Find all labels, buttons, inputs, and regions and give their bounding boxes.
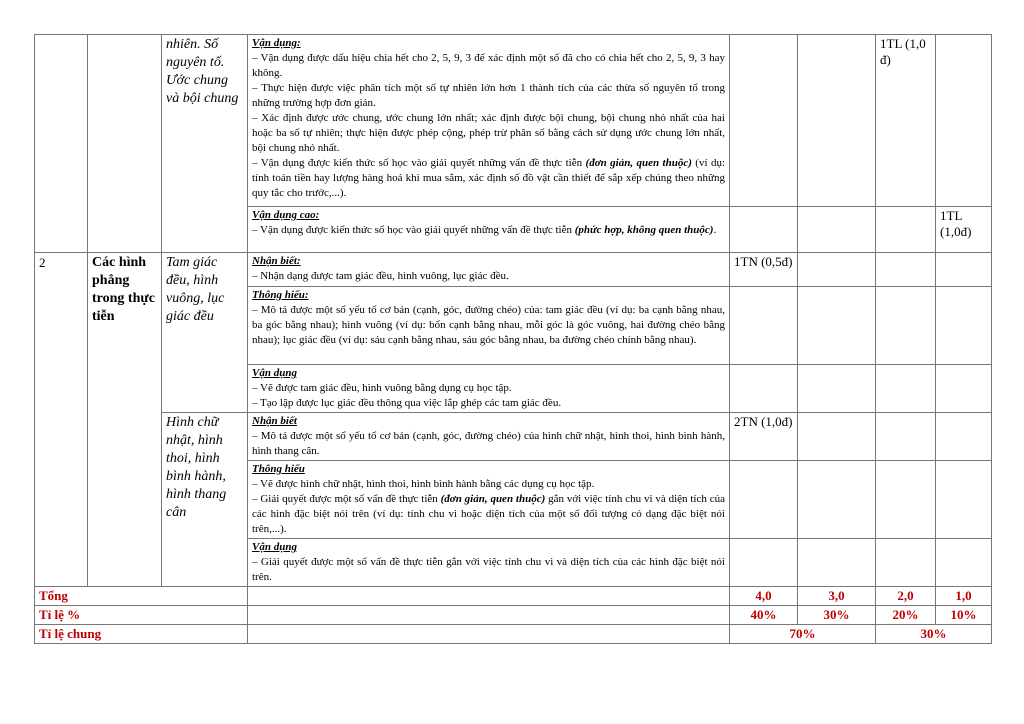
ratio-value: 20% — [876, 606, 936, 625]
requirement-text: – Vận dụng được kiến thức số học vào giải quyết những vấn đề thực tiễn (phức hợp, không quen thuộc). — [252, 224, 717, 236]
chapter-cell — [88, 35, 162, 253]
level-label: Vận dụng — [252, 367, 297, 379]
ratio-value: 30% — [798, 606, 876, 625]
total-row — [35, 587, 992, 606]
score-cell: 2TN (1,0đ) — [730, 413, 798, 461]
table-row — [35, 413, 992, 461]
table-row — [35, 35, 992, 207]
score-cell — [936, 539, 992, 587]
score-cell — [798, 287, 876, 365]
index-cell — [35, 35, 88, 253]
score-cell — [798, 365, 876, 413]
level-label: Vận dụng — [252, 541, 297, 553]
score-cell: 1TL (1,0đ) — [936, 207, 992, 253]
assessment-matrix-table — [34, 34, 992, 644]
score-cell — [730, 365, 798, 413]
overall-ratio-value: 30% — [876, 625, 992, 644]
score-cell — [876, 253, 936, 287]
score-cell — [876, 365, 936, 413]
topic-cell: Hình chữ nhật, hình thoi, hình bình hành, hình thang cân — [162, 413, 248, 587]
ratio-value: 40% — [730, 606, 798, 625]
score-cell — [936, 253, 992, 287]
score-cell — [730, 539, 798, 587]
empty-cell — [248, 587, 730, 606]
score-cell: 1TL (1,0 đ) — [876, 35, 936, 207]
score-cell: 1TN (0,5đ) — [730, 253, 798, 287]
level-label: Vận dụng cao: — [252, 209, 320, 221]
score-cell — [798, 253, 876, 287]
requirement-text: – Giải quyết được một số vấn đề thực tiễn gắn với việc tính chu vi và diện tích của các hình đặc biệt nói trên. — [252, 556, 725, 583]
score-cell — [936, 461, 992, 539]
requirement-text: – Giải quyết được một số vấn đề thực tiễn (đơn giản, quen thuộc) gắn với việc tính chu vi và diện tích của các hình đặc biệt nói trên (ví dụ: tính chu vi hoặc diện tích của một số đối tượng có dạng đặc biệt nói trên,...). — [252, 493, 725, 535]
requirement-text: – Nhận dạng được tam giác đều, hình vuông, lục giác đều. — [252, 270, 509, 282]
total-value: 2,0 — [876, 587, 936, 606]
overall-ratio-value: 70% — [730, 625, 876, 644]
ratio-row — [35, 606, 992, 625]
score-cell — [936, 365, 992, 413]
score-cell — [730, 207, 798, 253]
score-cell — [798, 539, 876, 587]
requirement-text: – Vẽ được tam giác đều, hình vuông bằng dụng cụ học tập. — [252, 382, 512, 394]
score-cell — [798, 413, 876, 461]
requirement-text: – Vận dụng được kiến thức số học vào giải quyết những vấn đề thực tiễn (đơn giản, quen thuộc) (ví dụ: tính toán tiền hay lượng hàng hoá khi mua sắm, xác định số đồ vật cần thiết để sắp xếp chúng theo những quy tắc cho trước,...). — [252, 157, 726, 199]
score-cell — [798, 207, 876, 253]
score-cell — [936, 413, 992, 461]
level-label: Thông hiểu: — [252, 289, 309, 301]
score-cell — [876, 287, 936, 365]
requirement-text: – Vẽ được hình chữ nhật, hình thoi, hình bình hành bằng các dụng cụ học tập. — [252, 478, 595, 490]
total-value: 4,0 — [730, 587, 798, 606]
ratio-value: 10% — [936, 606, 992, 625]
level-label: Nhận biết: — [252, 255, 301, 267]
level-label: Thông hiểu — [252, 463, 305, 475]
overall-ratio-row — [35, 625, 992, 644]
table-row — [35, 253, 992, 287]
chapter-cell: Các hình phẳng trong thực tiễn — [88, 253, 162, 587]
requirement-text: – Tạo lập được lục giác đều thông qua việc lắp ghép các tam giác đều. — [252, 397, 562, 409]
requirement-cell — [248, 207, 730, 253]
score-cell — [936, 35, 992, 207]
level-label: Nhận biết — [252, 415, 297, 427]
requirement-cell — [248, 461, 730, 539]
requirement-cell — [248, 539, 730, 587]
total-value: 1,0 — [936, 587, 992, 606]
requirement-text: – Xác định được ước chung, ước chung lớn nhất; xác định được bội chung, bội chung nhỏ nhất của hai hoặc ba số tự nhiên; thực hiện được phép cộng, phép trừ phân số bằng cách sử dụng ước chung lớn nhất, bội chung nhỏ nhất. — [252, 112, 725, 154]
requirement-cell — [248, 287, 730, 365]
topic-cell: nhiên. Số nguyên tố. Ước chung và bội chung — [162, 35, 248, 253]
requirement-text: – Thực hiện được việc phân tích một số tự nhiên lớn hơn 1 thành tích của các thừa số nguyên tố trong những trường hợp đơn giản. — [252, 82, 725, 109]
total-label: Tổng — [35, 587, 248, 606]
overall-ratio-label: Tỉ lệ chung — [35, 625, 248, 644]
index-cell: 2 — [35, 253, 88, 587]
score-cell — [730, 35, 798, 207]
empty-cell — [248, 606, 730, 625]
topic-cell: Tam giác đều, hình vuông, lục giác đều — [162, 253, 248, 413]
requirement-cell — [248, 365, 730, 413]
score-cell — [876, 207, 936, 253]
score-cell — [876, 461, 936, 539]
requirement-cell — [248, 253, 730, 287]
requirement-cell — [248, 413, 730, 461]
score-cell — [798, 461, 876, 539]
score-cell — [936, 287, 992, 365]
score-cell — [798, 35, 876, 207]
score-cell — [876, 413, 936, 461]
requirement-text: – Mô tả được một số yếu tố cơ bản (cạnh, góc, đường chéo) của hình chữ nhật, hình thoi, hình bình hành, hình thang cân. — [252, 430, 725, 457]
score-cell — [730, 461, 798, 539]
ratio-label: Tỉ lệ % — [35, 606, 248, 625]
score-cell — [876, 539, 936, 587]
level-label: Vận dụng: — [252, 37, 301, 49]
requirement-text: – Mô tả được một số yếu tố cơ bản (cạnh, góc, đường chéo) của: tam giác đều (ví dụ: ba cạnh bằng nhau, ba góc bằng nhau); hình vuông (ví dụ: bốn cạnh bằng nhau, mỗi góc là góc vuông, hai đường chéo bằng nhau); lục giác đều (ví dụ: sáu cạnh bằng nhau, sáu góc bằng nhau, ba đường chéo chính bằng nhau). — [252, 304, 725, 346]
requirement-cell — [248, 35, 730, 207]
empty-cell — [248, 625, 730, 644]
total-value: 3,0 — [798, 587, 876, 606]
requirement-text: – Vận dụng được dấu hiệu chia hết cho 2, 5, 9, 3 để xác định một số đã cho có chia hết cho 2, 5, 9, 3 hay không. — [252, 52, 725, 79]
score-cell — [730, 287, 798, 365]
